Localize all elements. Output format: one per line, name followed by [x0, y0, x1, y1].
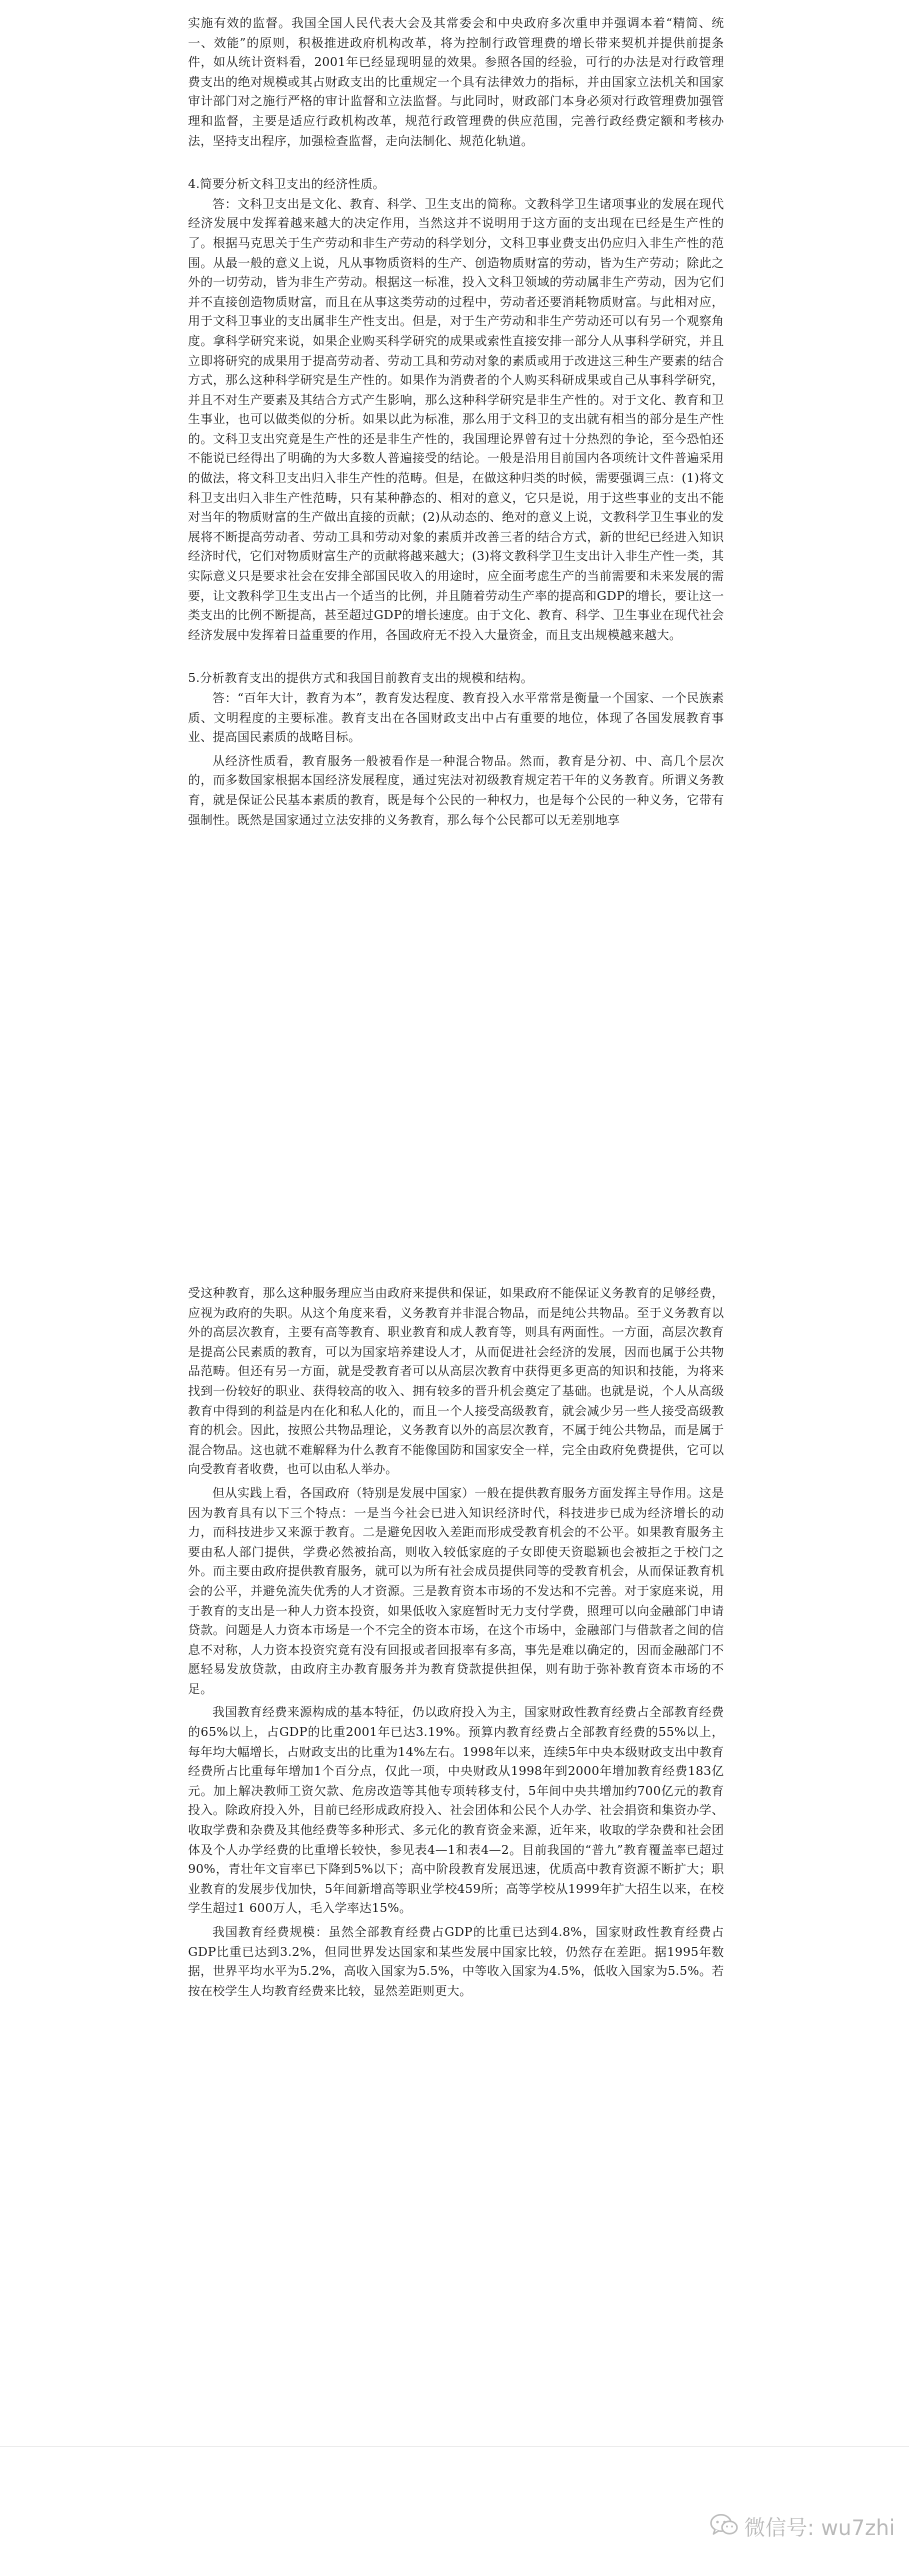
watermark-text: 微信号: wu7zhi	[744, 2516, 895, 2540]
question-5-answer-intro: 答：“百年大计，教育为本”，教育发达程度、教育投入水平常常是衡量一个国家、一个民族素质、文明程度的主要标准。教育支出在各国财政支出中占有重要的地位，体现了各国发展教育事业、提高国民素质的战略目标。	[188, 691, 724, 745]
footer-divider	[0, 2446, 909, 2447]
paragraph-funding-structure: 我国教育经费来源构成的基本特征，仍以政府投入为主，国家财政性教育经费占全部教育经费的65%以上，占GDP的比重2001年已达3.19%。预算内教育经费占全部教育经费的55%以上，每年均大幅增长，占财政支出的比重为14%左右。1998年以来，连续5年中央本级财政支出中教育经费所占比重每年增加1个百分点，仅此一项，中央财政从1998年到2000年增加教育经费183亿元。加上解决教师工资欠款、危房改造等其他专项转移支付，5年间中央共增加约700亿元的教育投入。除政府投入外，目前已经形成政府投入、社会团体和公民个人办学、社会捐资和集资办学、收取学费和杂费及其他经费等多种形式、多元化的教育资金来源，近年来，收取的学杂费和社会团体及个人办学经费的比重增长较快，参见表4—1和表4—2。目前我国的“普九”教育覆盖率已超过90%，青壮年文盲率已下降到5%以下；高中阶段教育发展迅速，优质高中教育资源不断扩大；职业教育的发展步伐加快，5年间新增高等职业学校459所；高等学校从1999年扩大招生以来，在校学生超过1 600万人，毛入学率达15%。	[188, 1705, 724, 1916]
paragraph-intro-continuation: 实施有效的监督。我国全国人民代表大会及其常委会和中央政府多次重申并强调本着“精简、统一、效能”的原则，积极推进政府机构改革，将为控制行政管理费的增长带来契机并提供前提条件，如从统计资料看，2001年已经显现明显的效果。参照各国的经验，可行的办法是对行政管理费支出的绝对规模或其占财政支出的比重规定一个具有法律效力的指标，并由国家立法机关和国家审计部门对之施行严格的审计监督和立法监督。与此同时，财政部门本身必须对行政管理费加强管理和监督，主要是适应行政机构改革，规范行政管理费的供应范围，完善行政经费定额和考核办法，坚持支出程序，加强检查监督，走向法制化、规范化轨道。	[188, 16, 724, 148]
question-5-heading: 5.分析教育支出的提供方式和我国目前教育支出的规模和结构。	[188, 671, 534, 686]
question-4-heading: 4.简要分析文科卫支出的经济性质。	[188, 177, 385, 192]
document-page-2	[188, 1284, 724, 2001]
wechat-icon	[710, 2513, 738, 2542]
question-4-answer: 答：文科卫支出是文化、教育、科学、卫生支出的简称。文教科学卫生诸项事业的发展在现代经济发展中发挥着越来越大的决定作用，当然这并不说明用于这方面的支出现在已经是生产性的了。根据马克思关于生产劳动和非生产劳动的科学划分，文科卫事业费支出仍应归入非生产性的范围。从最一般的意义上说，凡从事物质资料的生产、创造物质财富的劳动，皆为生产劳动；除此之外的一切劳动，皆为非生产劳动。根据这一标准，投入文科卫领域的劳动属非生产劳动，因为它们并不直接创造物质财富，而且在从事这类劳动的过程中，劳动者还要消耗物质财富。与此相对应，用于文科卫事业的支出属非生产性支出。但是，对于生产劳动和非生产劳动还可以有另一个观察角度。拿科学研究来说，如果企业购买科学研究的成果或索性直接安排一部分人从事科学研究，并且立即将研究的成果用于提高劳动者、劳动工具和劳动对象的素质或用于改进这三种生产要素的结合方式，那么这种科学研究是生产性的。如果作为消费者的个人购买科研成果或自己从事科学研究，并且不对生产要素及其结合方式产生影响，那么这种科学研究是非生产性的。对于文化、教育和卫生事业，也可以做类似的分析。如果以此为标准，那么用于文科卫的支出就有相当的部分是生产性的。文科卫支出究竟是生产性的还是非生产性的，我国理论界曾有过十分热烈的争论，至今恐怕还不能说已经得出了明确的为大多数人普遍接受的结论。一般是沿用目前国内各项统计文件普遍采用的做法，将文科卫支出归入非生产性的范畴。但是，在做这种归类的时候，需要强调三点：(1)将文科卫支出归入非生产性范畴，只有某种静态的、相对的意义，它只是说，用于这些事业的支出不能对当年的物质财富的生产做出直接的贡献；(2)从动态的、绝对的意义上说，文教科学卫生事业的发展将不断提高劳动者、劳动工具和劳动对象的素质并改善三者的结合方式，新的世纪已经进入知识经济时代，它们对物质财富生产的贡献将越来越大；(3)将文教科学卫生支出计入非生产性一类，其实际意义只是要求社会在安排全部国民收入的用途时，应全面考虑生产的当前需要和未来发展的需要，让文教科学卫生支出占一个适当的比例，并且随着劳动生产率的提高和GDP的增长，要让这一类支出的比例不断提高，甚至超过GDP的增长速度。由于文化、教育、科学、卫生事业在现代社会经济发展中发挥着日益重要的作用，各国政府无不投入大量资金，而且支出规模越来越大。	[188, 196, 724, 642]
question-5-answer-economic-nature: 从经济性质看，教育服务一般被看作是一种混合物品。然而，教育是分初、中、高几个层次的，而多数国家根据本国经济发展程度，通过宪法对初级教育规定若干年的义务教育。所谓义务教育，就是保证公民基本素质的教育，既是每个公民的一种权力，也是每个公民的一种义务，它带有强制性。既然是国家通过立法安排的义务教育，那么每个公民都可以无差别地享	[188, 753, 724, 827]
document-page-1	[188, 14, 724, 830]
paragraph-funding-scale: 我国教育经费规模：虽然全部教育经费占GDP的比重已达到4.8%，国家财政性教育经费占GDP比重已达到3.2%，但同世界发达国家和某些发展中国家比较，仍然存在差距。据1995年数据，世界平均水平为5.2%，高收入国家为5.5%，中等收入国家为4.5%，低收入国家为5.5%。若按在校学生人均教育经费来比较，显然差距则更大。	[188, 1925, 724, 1998]
wechat-watermark	[710, 2512, 895, 2542]
paragraph-continuation: 受这种教育，那么这种服务理应当由政府来提供和保证，如果政府不能保证义务教育的足够经费，应视为政府的失职。从这个角度来看，义务教育并非混合物品，而是纯公共物品。至于义务教育以外的高层次教育，主要有高等教育、职业教育和成人教育等，则具有两面性。一方面，高层次教育是提高公民素质的教育，可以为国家培养建设人才，从而促进社会经济的发展，因而也属于公共物品范畴。但还有另一方面，就是受教育者可以从高层次教育中获得更多更高的知识和技能，为将来找到一份较好的职业、获得较高的收入、拥有较多的晋升机会奠定了基础。也就是说，个人从高级教育中得到的利益是内在化和私人化的，而且一个人接受高级教育，就会减少另一些人接受高级教育的机会。因此，按照公共物品理论，义务教育以外的高层次教育，不属于纯公共物品，而是属于混合物品。这也就不难解释为什么教育不能像国防和国家安全一样，完全由政府免费提供，它可以向受教育者收费，也可以由私人举办。	[188, 1286, 724, 1477]
paragraph-government-role: 但从实践上看，各国政府（特别是发展中国家）一般在提供教育服务方面发挥主导作用。这是因为教育具有以下三个特点：一是当今社会已进入知识经济时代，科技进步已成为经济增长的动力，而科技进步又来源于教育。二是避免因收入差距而形成受教育机会的不公平。如果教育服务主要由私人部门提供，学费必然被抬高，则收入较低家庭的子女即使天资聪颖也会被拒之于校门之外。而主要由政府提供教育服务，就可以为所有社会成员提供同等的受教育机会，从而保证教育机会的公平，并避免流失优秀的人才资源。三是教育资本市场的不发达和不完善。对于家庭来说，用于教育的支出是一种人力资本投资，如果低收入家庭暂时无力支付学费，照理可以向金融部门申请贷款。问题是人力资本市场是一个不完全的资本市场，在这个市场中，金融部门与借款者之间的信息不对称，人力资本投资究竟有没有回报或者回报率有多高，事先是难以确定的，因而金融部门不愿轻易发放贷款，由政府主办教育服务并为教育贷款提供担保，则有助于弥补教育资本市场的不足。	[188, 1485, 724, 1696]
